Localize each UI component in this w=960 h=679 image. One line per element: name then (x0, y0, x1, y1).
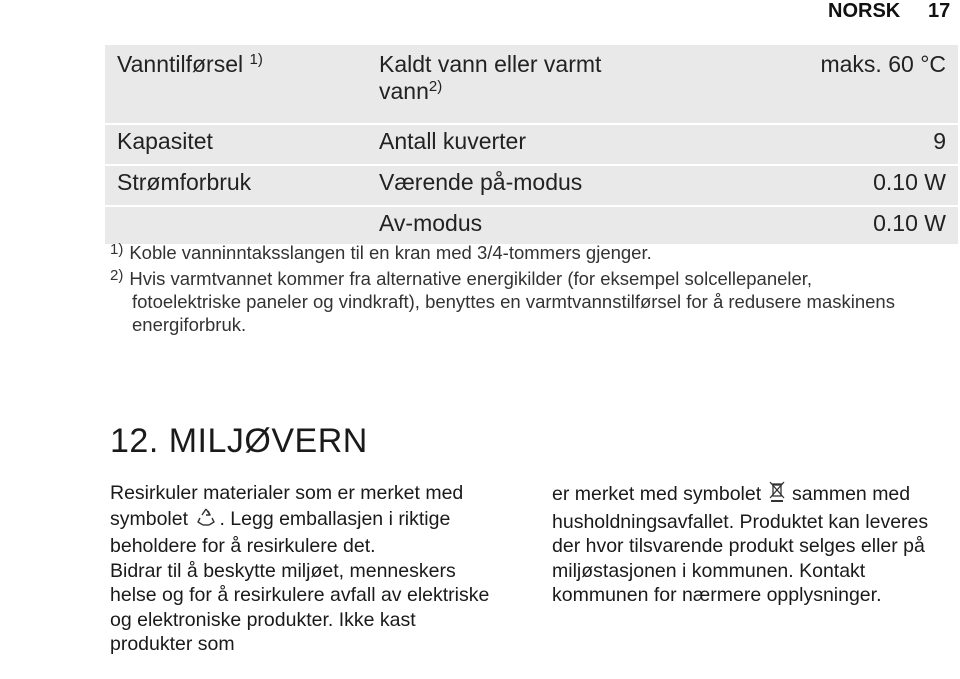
table-cell: 9 (651, 124, 958, 165)
footnote-ref: 1) (249, 51, 263, 68)
table-cell: Strømforbruk (105, 165, 367, 206)
table-cell: 0.10 W (651, 165, 958, 206)
header-language: NORSK (828, 0, 901, 22)
footnote-ref: 2) (428, 78, 443, 95)
table-cell: Av-modus (379, 210, 483, 236)
crossed-bin-icon (769, 481, 785, 510)
paragraph-text: . Legg emballasjen i riktige beholdere for å resirkulere det. (110, 507, 451, 557)
right-column (552, 481, 952, 608)
footnote-mark: 1) (110, 241, 124, 258)
table-cell: Værende på-modus (367, 165, 651, 206)
paragraph-text: sammen med husholdningsavfallet. Produktet kan leveres der hvor tilsvarende produkt selges eller på miljøstasjonen i kommunen. Kontakt kommunen for nærmere opplysninger. (552, 483, 929, 606)
footnote-text: Koble vanninntaksslangen til en kran med 3/4-tommers gjenger. (129, 242, 652, 263)
footnote-2 (110, 264, 930, 336)
table-cell: Kapasitet (105, 124, 367, 165)
footnote-1 (110, 238, 652, 264)
table-row (105, 45, 958, 124)
paragraph-text: er merket med symbolet (552, 483, 762, 505)
table-cell: Antall kuverter (367, 124, 651, 165)
row-label: Vanntilførsel (117, 51, 244, 77)
footnote-mark: 2) (110, 267, 124, 284)
table-cell (367, 45, 651, 124)
footnote-text-continued: fotoelektriske paneler og vindkraft), benyttes en varmtvannstilførsel for å redusere maskinens energiforbruk. (132, 291, 895, 335)
spec-table (105, 45, 958, 244)
recycle-icon (195, 506, 217, 535)
left-column (110, 481, 495, 657)
paragraph-text: Resirkuler materialer som er merket med symbolet (110, 482, 464, 530)
page-number: 17 (928, 0, 951, 22)
row-desc: Kaldt vann eller varmt vann (379, 51, 602, 104)
table-cell: 0.10 W (873, 210, 946, 236)
section-title: 12. MILJØVERN (110, 422, 368, 460)
paragraph-text: Bidrar til å beskytte miljøet, menneskers helse og for å resirkulere avfall av elektriske og elektroniske produkter. Ikke kast produkter som (110, 559, 490, 655)
table-row (105, 165, 958, 206)
table-row (105, 124, 958, 165)
table-cell (105, 45, 367, 124)
table-cell: maks. 60 °C (651, 45, 958, 124)
footnote-text: Hvis varmtvannet kommer fra alternative energikilder (for eksempel solcellepaneler, (129, 268, 813, 289)
